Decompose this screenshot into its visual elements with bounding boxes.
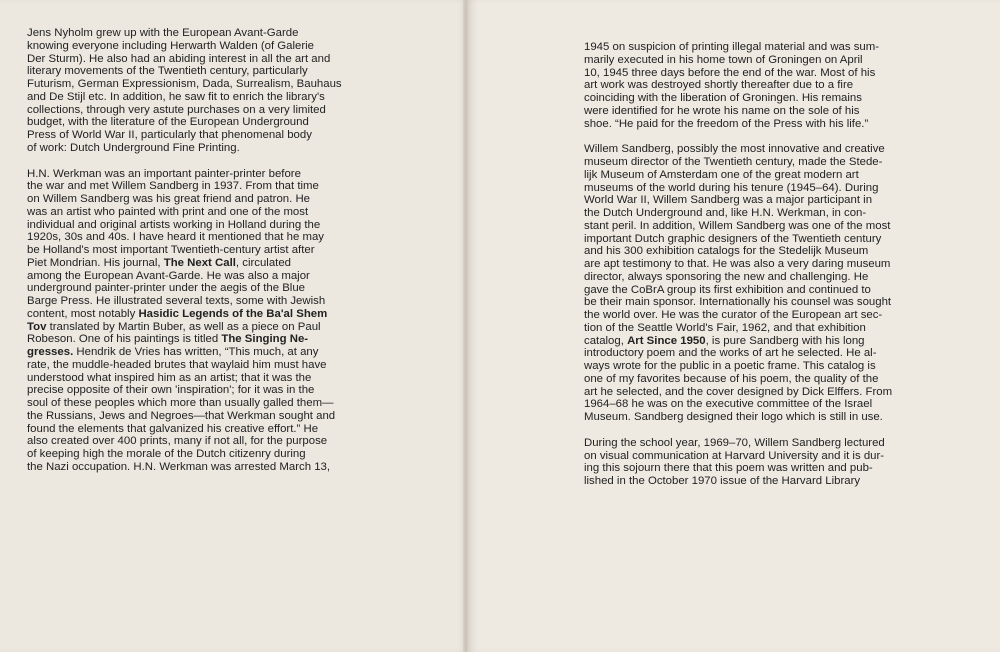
text-run: catalog,: [584, 334, 628, 347]
text-run: literary movements of the Twentieth century, particularly: [27, 65, 308, 78]
text-run: the world over. He was the curator of the European art sec-: [584, 309, 883, 321]
text-line: [27, 384, 347, 397]
text-line: [584, 194, 976, 207]
text-run: director, always sponsoring the new and challenging. He: [584, 270, 869, 283]
text-run: among the European Avant-Garde. He was also a major: [27, 269, 310, 282]
text-line: [27, 231, 347, 244]
text-run: H.N. Werkman was an important painter-printer before: [27, 167, 301, 180]
right-page-text: [584, 41, 976, 501]
text-line: [584, 296, 976, 309]
text-line: [27, 219, 347, 232]
text-run: one of my favorites because of his poem, the quality of the: [584, 372, 879, 385]
text-run: found the elements that galvanized his creative effort.” He: [27, 422, 319, 435]
text-line: [27, 359, 347, 372]
text-line: [27, 78, 347, 91]
text-run: museum director of the Twentieth century, made the Stede-: [584, 156, 883, 168]
text-run: stant peril. In addition, Willem Sandberg was one of the most: [584, 219, 891, 232]
text-run: on visual communication at Harvard University and it is dur-: [584, 449, 885, 462]
text-run: Futurism, German Expressionism, Dada, Surrealism, Bauhaus: [27, 78, 342, 90]
text-line: [584, 233, 976, 246]
text-line: [584, 245, 976, 258]
text-run: budget, with the literature of the European Underground: [27, 116, 309, 129]
text-run: important Dutch graphic designers of the Twentieth century: [584, 232, 882, 245]
text-line: [27, 448, 347, 461]
text-line: [27, 270, 347, 283]
book-gutter: [463, 0, 469, 652]
text-line: [584, 54, 976, 67]
text-run: tion of the Seattle World's Fair, 1962, and that exhibition: [584, 321, 866, 334]
text-line: [27, 321, 347, 334]
text-run: World War II, Willem Sandberg was a major participant in: [584, 194, 873, 207]
text-line: [27, 168, 347, 181]
text-run: ing this sojourn there that this poem was written and pub-: [584, 462, 873, 475]
text-line: [584, 386, 976, 399]
text-line: [584, 335, 976, 348]
text-line: [584, 41, 976, 54]
text-line: [27, 397, 347, 410]
text-line: [584, 79, 976, 92]
paragraph: [584, 437, 976, 488]
text-run: also created over 400 prints, many if not all, for the purpose: [27, 435, 328, 448]
text-run: of keeping high the morale of the Dutch citizenry during: [27, 448, 306, 460]
text-line: [27, 53, 347, 66]
text-run: knowing everyone including Herwarth Walden (of Galerie: [27, 39, 315, 52]
text-line: [27, 423, 347, 436]
text-line: [584, 258, 976, 271]
text-run: translated by Martin Buber, as well as a piece on Paul: [46, 320, 321, 333]
text-line: [27, 129, 347, 142]
text-run: gave the CoBrA group its first exhibition and continued to: [584, 283, 871, 296]
text-line: [27, 206, 347, 219]
text-line: [584, 143, 976, 156]
text-run: Museum. Sandberg designed their logo which is still in use.: [584, 411, 883, 423]
bold-title-text: Hasidic Legends of the Ba'al Shem: [138, 307, 328, 320]
text-run: art he selected, and the cover designed by Dick Elffers. From: [584, 385, 893, 398]
text-run: and his 300 exhibition catalogs for the Stedelijk Museum: [584, 245, 869, 258]
text-line: [27, 410, 347, 423]
text-run: 1945 on suspicion of printing illegal material and was sum-: [584, 41, 880, 53]
text-run: , is pure Sandberg with his long: [705, 334, 865, 347]
text-line: [584, 373, 976, 386]
text-line: [27, 461, 347, 474]
left-page: [0, 0, 467, 652]
text-run: 10, 1945 three days before the end of the war. Most of his: [584, 66, 876, 79]
left-page-text: [27, 27, 347, 487]
text-line: [584, 105, 976, 118]
text-run: precise opposite of their own 'inspiration'; for it was in the: [27, 384, 315, 397]
text-run: coinciding with the liberation of Groningen. His remains: [584, 92, 862, 104]
text-line: [27, 180, 347, 193]
text-run: lijk Museum of Amsterdam one of the great modern art: [584, 168, 859, 181]
text-line: [584, 309, 976, 322]
text-run: on Willem Sandberg was his great friend and patron. He: [27, 193, 311, 205]
text-line: [584, 207, 976, 220]
text-run: marily executed in his home town of Groningen on April: [584, 53, 863, 66]
text-line: [27, 435, 347, 448]
text-line: [584, 475, 976, 488]
bold-title-text: The Singing Ne-: [221, 333, 309, 346]
text-run: were identified for he wrote his name on the sole of his: [584, 104, 860, 117]
text-line: [27, 295, 347, 308]
text-run: lished in the October 1970 issue of the Harvard Library: [584, 475, 861, 487]
text-line: [27, 333, 347, 346]
text-run: During the school year, 1969–70, Willem Sandberg lectured: [584, 436, 885, 449]
text-run: was an artist who painted with print and one of the most: [27, 205, 309, 218]
text-run: Barge Press. He illustrated several texts, some with Jewish: [27, 295, 326, 307]
text-run: and De Stijl etc. In addition, he saw fit to enrich the library's: [27, 90, 325, 103]
text-line: [27, 91, 347, 104]
text-run: Hendrik de Vries has written, “This much, at any: [73, 346, 319, 358]
text-run: of work: Dutch Underground Fine Printing.: [27, 141, 240, 154]
text-run: the war and met Willem Sandberg in 1937. From that time: [27, 180, 319, 193]
text-run: Der Sturm). He also had an abiding interest in all the art and: [27, 52, 331, 65]
text-line: [584, 398, 976, 411]
text-line: [27, 104, 347, 117]
text-line: [584, 118, 976, 131]
paragraph: [27, 27, 347, 155]
text-line: [27, 282, 347, 295]
bold-title-text: Tov: [27, 320, 47, 333]
text-line: [27, 257, 347, 270]
text-line: [584, 347, 976, 360]
text-run: Piet Mondrian. His journal,: [27, 256, 164, 269]
text-line: [27, 244, 347, 257]
text-line: [27, 308, 347, 321]
text-line: [27, 40, 347, 53]
text-line: [584, 67, 976, 80]
text-line: [27, 65, 347, 78]
text-run: underground painter-printer under the aegis of the Blue: [27, 282, 305, 295]
text-run: Willem Sandberg, possibly the most innovative and creative: [584, 143, 885, 156]
text-run: rate, the muddle-headed brutes that waylaid him must have: [27, 358, 327, 371]
text-run: the Russians, Jews and Negroes—that Werkman sought and: [27, 409, 336, 422]
right-page: [467, 0, 1000, 652]
text-line: [27, 27, 347, 40]
text-run: are apt testimony to that. He was also a very daring museum: [584, 258, 891, 270]
paragraph: [27, 168, 347, 474]
text-line: [584, 92, 976, 105]
text-line: [584, 220, 976, 233]
text-run: individual and original artists working in Holland during the: [27, 218, 321, 231]
text-run: 1920s, 30s and 40s. I have heard it mentioned that he may: [27, 231, 324, 244]
text-line: [584, 156, 976, 169]
text-run: Press of World War II, particularly that phenomenal body: [27, 129, 312, 141]
text-run: content, most notably: [27, 307, 139, 320]
paragraph: [584, 143, 976, 424]
text-line: [27, 142, 347, 155]
text-line: [584, 322, 976, 335]
text-run: ways wrote for the public in a poetic frame. This catalog is: [584, 360, 876, 372]
text-run: understood what inspired him as an artist; that it was the: [27, 371, 312, 384]
text-line: [584, 450, 976, 463]
text-run: 1964–68 he was on the executive committee of the Israel: [584, 398, 873, 411]
text-line: [584, 271, 976, 284]
text-run: shoe. “He paid for the freedom of the Press with his life.”: [584, 117, 869, 130]
bold-title-text: Art Since 1950: [627, 334, 706, 347]
bold-title-text: The Next Call: [163, 256, 236, 269]
text-run: be Holland's most important Twentieth-century artist after: [27, 244, 315, 256]
text-line: [584, 437, 976, 450]
text-line: [27, 346, 347, 359]
text-line: [27, 372, 347, 385]
text-run: art work was destroyed shortly thereafter due to a fire: [584, 79, 854, 92]
text-run: Jens Nyholm grew up with the European Avant-Garde: [27, 27, 299, 39]
text-run: be their main sponsor. Internationally his counsel was sought: [584, 296, 892, 309]
text-line: [584, 411, 976, 424]
text-line: [584, 182, 976, 195]
text-line: [584, 169, 976, 182]
text-line: [27, 193, 347, 206]
text-line: [584, 360, 976, 373]
text-line: [584, 462, 976, 475]
text-run: museums of the world during his tenure (1945–64). During: [584, 181, 879, 194]
bold-title-text: gresses.: [27, 346, 74, 358]
text-run: the Dutch Underground and, like H.N. Werkman, in con-: [584, 207, 867, 219]
text-run: collections, through very astute purchases on a very limited: [27, 103, 326, 116]
text-line: [27, 116, 347, 129]
text-run: , circulated: [235, 256, 292, 269]
paragraph: [584, 41, 976, 130]
text-run: Robeson. One of his paintings is titled: [27, 333, 222, 346]
text-line: [584, 284, 976, 297]
text-run: soul of these peoples which more than usually galled them—: [27, 397, 334, 409]
text-run: the Nazi occupation. H.N. Werkman was arrested March 13,: [27, 460, 331, 473]
text-run: introductory poem and the works of art he selected. He al-: [584, 347, 877, 360]
